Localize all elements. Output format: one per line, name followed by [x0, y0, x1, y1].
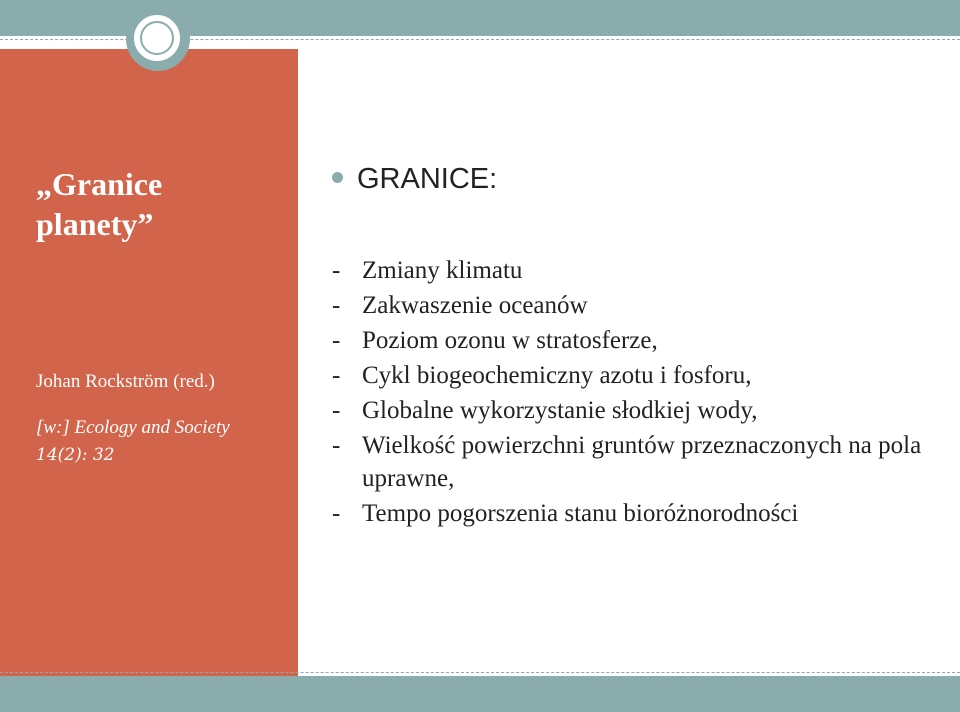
list-item	[332, 359, 942, 392]
list-item	[332, 497, 942, 530]
dash-marker: -	[332, 500, 341, 527]
source-volume: 14(2): 32	[36, 445, 115, 465]
bottom-divider	[0, 672, 960, 673]
list-item	[332, 394, 942, 427]
source-journal: [w:] Ecology and	[36, 417, 171, 438]
dash-marker: -	[332, 257, 341, 284]
bottom-band	[0, 676, 960, 712]
author-line: Johan Rockström (red.)	[36, 371, 215, 392]
dash-marker: -	[332, 327, 341, 354]
list-item-text: Cykl biogeochemiczny azotu i fosforu,	[362, 362, 752, 389]
list-item	[332, 289, 942, 322]
list-item-text: Zmiany klimatu	[362, 257, 523, 284]
dash-marker: -	[332, 432, 341, 459]
list-item-text: Zakwaszenie oceanów	[362, 292, 588, 319]
dash-marker: -	[332, 362, 341, 389]
list-item-text: Poziom ozonu w stratosferze,	[362, 327, 658, 354]
dash-marker: -	[332, 397, 341, 424]
source-citation	[36, 414, 276, 469]
dash-marker: -	[332, 292, 341, 319]
list-item-text: Wielkość powierzchni gruntów przeznaczonych na pola uprawne,	[362, 432, 922, 492]
title-panel	[0, 49, 298, 676]
list-item	[332, 324, 942, 357]
list-item-text: Tempo pogorszenia stanu bioróżnorodności	[362, 500, 799, 527]
decorative-circle-core	[140, 21, 174, 55]
list-item	[332, 254, 942, 287]
heading-text: GRANICE:	[357, 163, 498, 195]
slide-title: „Granice planety”	[36, 166, 163, 242]
source-journal-cont: Society	[174, 417, 230, 438]
bullet-icon	[332, 172, 343, 183]
boundaries-list	[332, 254, 942, 532]
list-item-text: Globalne wykorzystanie słodkiej wody,	[362, 397, 758, 424]
list-item	[332, 429, 942, 495]
section-heading	[332, 163, 497, 196]
